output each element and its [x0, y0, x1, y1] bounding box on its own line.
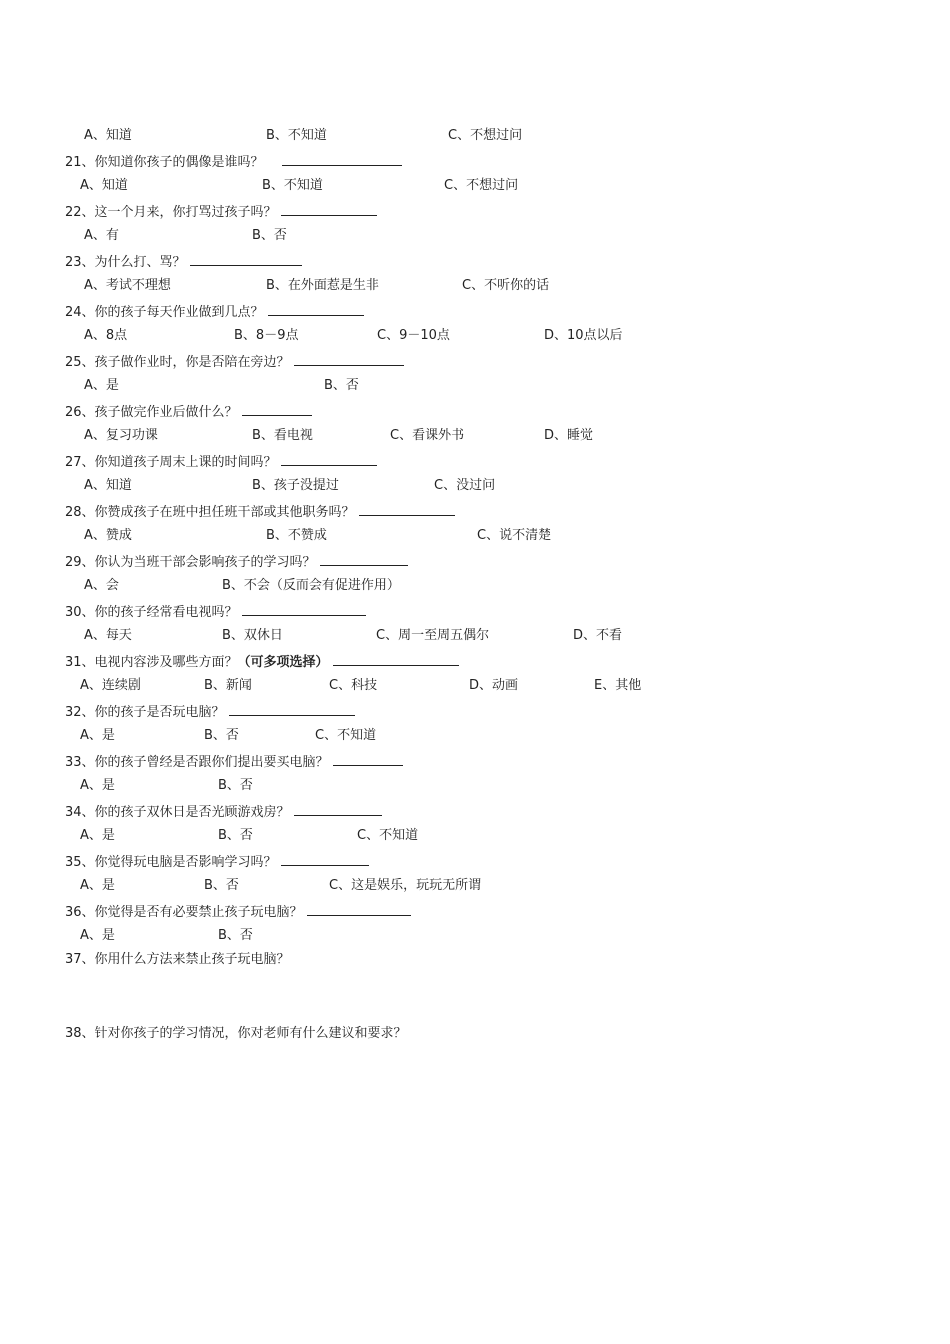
option-c[interactable]: C、科技 — [329, 678, 378, 693]
option-b[interactable]: B、否 — [324, 378, 359, 393]
option-a[interactable]: A、是 — [80, 728, 115, 743]
question-text: 27、你知道孩子周末上课的时间吗？ — [65, 455, 277, 470]
option-c[interactable]: C、没过问 — [434, 478, 496, 493]
question-29 — [65, 551, 408, 571]
question-text: 37、你用什么方法来禁止孩子玩电脑？ — [65, 952, 290, 967]
option-a[interactable]: A、知道 — [84, 478, 132, 493]
option-e[interactable]: E、其他 — [594, 678, 642, 693]
question-text: 28、你赞成孩子在班中担任班干部或其他职务吗？ — [65, 505, 355, 520]
option-c[interactable]: C、不想过问 — [444, 178, 519, 193]
question-text: 22、这一个月来，你打骂过孩子吗？ — [65, 205, 277, 220]
option-b[interactable]: B、双休日 — [222, 628, 283, 643]
question-26 — [65, 401, 312, 421]
option-a[interactable]: A、知道 — [84, 128, 132, 143]
answer-blank[interactable] — [281, 851, 369, 866]
option-b[interactable]: B、在外面惹是生非 — [266, 278, 379, 293]
answer-blank[interactable] — [333, 751, 403, 766]
answer-blank[interactable] — [242, 401, 312, 416]
question-31 — [65, 651, 459, 671]
option-a[interactable]: A、是 — [80, 778, 115, 793]
question-32 — [65, 701, 355, 721]
answer-blank[interactable] — [320, 551, 408, 566]
question-text: 36、你觉得是否有必要禁止孩子玩电脑？ — [65, 905, 303, 920]
question-text: 23、为什么打、骂？ — [65, 255, 186, 270]
option-c[interactable]: C、不知道 — [315, 728, 377, 743]
option-d[interactable]: D、睡觉 — [544, 428, 594, 443]
option-b[interactable]: B、否 — [204, 878, 239, 893]
question-text: 38、针对你孩子的学习情况，你对老师有什么建议和要求？ — [65, 1026, 407, 1041]
question-text: 29、你认为当班干部会影响孩子的学习吗？ — [65, 555, 316, 570]
option-b[interactable]: B、否 — [218, 928, 253, 943]
option-c[interactable]: C、不知道 — [357, 828, 419, 843]
option-a[interactable]: A、知道 — [80, 178, 128, 193]
answer-blank[interactable] — [333, 651, 459, 666]
question-24 — [65, 301, 364, 321]
option-b[interactable]: B、孩子没提过 — [252, 478, 339, 493]
option-b[interactable]: B、新闻 — [204, 678, 252, 693]
option-a[interactable]: A、是 — [80, 878, 115, 893]
question-34 — [65, 801, 382, 821]
answer-blank[interactable] — [242, 601, 366, 616]
question-text: 34、你的孩子双休日是否光顾游戏房？ — [65, 805, 290, 820]
option-a[interactable]: A、有 — [84, 228, 119, 243]
option-c[interactable]: C、周一至周五偶尔 — [376, 628, 490, 643]
option-d[interactable]: D、动画 — [469, 678, 519, 693]
option-a[interactable]: A、复习功课 — [84, 428, 158, 443]
question-text: 30、你的孩子经常看电视吗？ — [65, 605, 238, 620]
answer-blank[interactable] — [294, 801, 382, 816]
option-b[interactable]: B、看电视 — [252, 428, 313, 443]
answer-area-37[interactable] — [65, 972, 885, 1016]
question-22 — [65, 201, 377, 221]
option-a[interactable]: A、是 — [84, 378, 119, 393]
option-b[interactable]: B、不会（反而会有促进作用） — [222, 578, 400, 593]
option-a[interactable]: A、是 — [80, 928, 115, 943]
question-37 — [65, 950, 290, 970]
answer-blank[interactable] — [294, 351, 404, 366]
answer-blank[interactable] — [359, 501, 455, 516]
option-b[interactable]: B、不知道 — [266, 128, 327, 143]
question-35 — [65, 851, 369, 871]
option-a[interactable]: A、会 — [84, 578, 119, 593]
option-c[interactable]: C、不听你的话 — [462, 278, 550, 293]
question-21 — [65, 151, 402, 171]
option-a[interactable]: A、是 — [80, 828, 115, 843]
option-c[interactable]: C、说不清楚 — [477, 528, 552, 543]
option-d[interactable]: D、10点以后 — [544, 328, 623, 343]
option-b[interactable]: B、否 — [218, 828, 253, 843]
option-c[interactable]: C、不想过问 — [448, 128, 523, 143]
question-text: 32、你的孩子是否玩电脑？ — [65, 705, 225, 720]
option-b[interactable]: B、不知道 — [262, 178, 323, 193]
question-36 — [65, 901, 411, 921]
option-c[interactable]: C、9－10点 — [377, 328, 450, 343]
option-a[interactable]: A、赞成 — [84, 528, 132, 543]
option-a[interactable]: A、连续剧 — [80, 678, 141, 693]
question-33 — [65, 751, 403, 771]
option-c[interactable]: C、看课外书 — [390, 428, 465, 443]
question-25 — [65, 351, 404, 371]
question-text: 26、孩子做完作业后做什么？ — [65, 405, 238, 420]
option-b[interactable]: B、否 — [252, 228, 287, 243]
option-b[interactable]: B、8－9点 — [234, 328, 299, 343]
question-23 — [65, 251, 302, 271]
answer-blank[interactable] — [282, 151, 402, 166]
question-30 — [65, 601, 366, 621]
question-text: 31、电视内容涉及哪些方面？ — [65, 655, 238, 670]
question-27 — [65, 451, 377, 471]
option-a[interactable]: A、考试不理想 — [84, 278, 171, 293]
option-c[interactable]: C、这是娱乐，玩玩无所谓 — [329, 878, 482, 893]
question-text: 21、你知道你孩子的偶像是谁吗？ — [65, 155, 264, 170]
option-d[interactable]: D、不看 — [573, 628, 623, 643]
question-text: 35、你觉得玩电脑是否影响学习吗？ — [65, 855, 277, 870]
option-b[interactable]: B、不赞成 — [266, 528, 327, 543]
question-text: 33、你的孩子曾经是否跟你们提出要买电脑？ — [65, 755, 329, 770]
answer-area-38[interactable] — [65, 1048, 885, 1168]
answer-blank[interactable] — [229, 701, 355, 716]
answer-blank[interactable] — [190, 251, 302, 266]
answer-blank[interactable] — [307, 901, 411, 916]
question-38 — [65, 1024, 407, 1044]
answer-blank[interactable] — [281, 451, 377, 466]
option-a[interactable]: A、8点 — [84, 328, 128, 343]
question-28 — [65, 501, 455, 521]
option-b[interactable]: B、否 — [204, 728, 239, 743]
answer-blank[interactable] — [281, 201, 377, 216]
question-text: 24、你的孩子每天作业做到几点？ — [65, 305, 264, 320]
multi-select-note: （可多项选择） — [237, 655, 329, 670]
option-b[interactable]: B、否 — [218, 778, 253, 793]
question-text: 25、孩子做作业时，你是否陪在旁边？ — [65, 355, 290, 370]
option-a[interactable]: A、每天 — [84, 628, 132, 643]
answer-blank[interactable] — [268, 301, 364, 316]
